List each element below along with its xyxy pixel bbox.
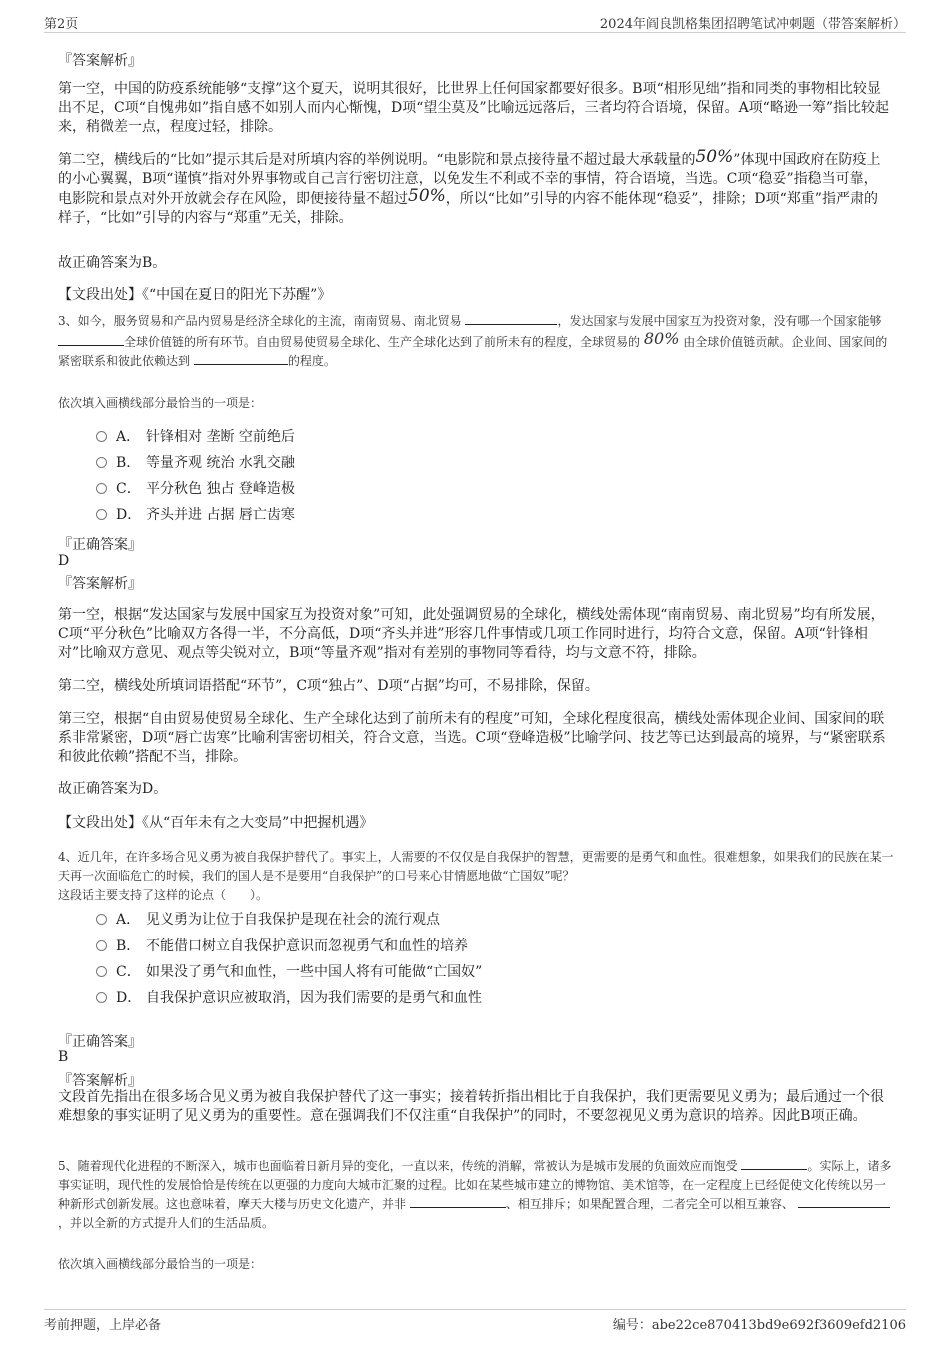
option-letter: A．: [116, 912, 141, 928]
q4-option-d[interactable]: [96, 988, 482, 1008]
q5-stem: [58, 1157, 894, 1233]
option-text: 如果没了勇气和血性，一些中国人将有可能做“亡国奴”: [146, 964, 483, 980]
q3-analysis-para1: 第一空，根据“发达国家与发展中国家互为投资对象”可知，此处强调贸易的全球化，横线处需体现“南南贸易、南北贸易”均有所发展，C项“平分秋色”比喻双方各得一半，不分高低，D项“齐头并进”形容几件事情或几项工作同时进行，均符合文意，保留。A项“针锋相对”比喻双方意见、观点等尖锐对立，B项“等量齐观”指对有差别的事物同等看待，均与文意不符，排除。: [58, 607, 885, 661]
q3-option-a[interactable]: [96, 427, 295, 447]
header-divider: [44, 32, 906, 33]
q2-para2-percent-2: 50%: [408, 186, 446, 206]
footer-slogan: 考前押题，上岸必备: [44, 1318, 162, 1333]
page-number: 第2页: [44, 17, 79, 32]
q3-prompt: 依次填入画横线部分最恰当的一项是：: [58, 396, 263, 410]
q5-stem-part-c: 、相互排斥；如果配置合理，二者完全可以相互兼容、: [505, 1197, 794, 1211]
option-text: 自我保护意识应被取消，因为我们需要的是勇气和血性: [146, 990, 482, 1006]
footer-divider: [44, 1309, 906, 1310]
q3-stem-part-a: 3、如今，服务贸易和产品内贸易是经济全球化的主流，南南贸易、南北贸易: [58, 314, 462, 328]
q4-option-a[interactable]: [96, 910, 440, 930]
q3-blank-3: [194, 352, 288, 365]
q5-stem-part-b: 。实际上，诸多事实证明，现代性的发展恰恰是传统在以更强的力度向大城市汇聚的过程。比如在某些城市建立的博物馆、美术馆等，在一定程度上已经促使文化传统以另一种新形式创新发展。这也意味着，摩天大楼与历史文化遗产，并非: [58, 1159, 892, 1211]
option-text: 平分秋色 独占 登峰造极: [146, 481, 295, 497]
q3-option-d[interactable]: [96, 505, 295, 525]
option-letter: D．: [116, 990, 142, 1006]
radio-icon[interactable]: [96, 940, 107, 951]
q2-analysis-label: 『答案解析』: [58, 53, 142, 69]
q3-analysis-label: 『答案解析』: [58, 576, 142, 592]
q3-blank-2: [58, 333, 124, 346]
q5-blank-3: [798, 1195, 890, 1208]
q4-answer-label: 『正确答案』: [58, 1034, 142, 1050]
q5-blank-1: [741, 1157, 807, 1170]
q3-blank-1: [465, 312, 557, 325]
q4-option-b[interactable]: [96, 936, 468, 956]
q2-para2-part-c: ，所以“比如”引导的内容不能体现“稳妥”，排除；D项“郑重”指严肃的样子，“比如”引导的内容与“郑重”无关，排除。: [58, 191, 878, 226]
q3-stem-part-c: 全球价值链的所有环节。自由贸易使贸易全球化、生产全球化达到了前所未有的程度，全球贸易的: [124, 335, 641, 349]
q3-source: 【文段出处】《从“百年未有之大变局”中把握机遇》: [58, 815, 374, 831]
q3-stem-part-d: 由全球价值链贡献。企业间、国家间的紧密联系和彼此依赖达到: [58, 335, 888, 368]
q4-analysis: 文段首先指出在很多场合见义勇为被自我保护替代了这一事实；接着转折指出相比于自我保护，我们更需要见义勇为；最后通过一个很难想象的事实证明了见义勇为的重要性。意在强调我们不仅注重“自我保护”的同时，不要忽视见义勇为意识的培养。因此B项正确。: [58, 1089, 884, 1124]
radio-icon[interactable]: [96, 431, 107, 442]
document-title: 2024年阎良凯格集团招聘笔试冲刺题（带答案解析）: [599, 17, 906, 32]
q4-answer: B: [58, 1049, 69, 1065]
option-letter: C．: [116, 481, 141, 497]
q2-para2-part-a: 第二空，横线后的“比如”提示其后是对所填内容的举例说明。“电影院和景点接待量不超过最大承载量的: [58, 152, 696, 168]
q3-conclusion: 故正确答案为D。: [58, 781, 168, 797]
option-letter: D．: [116, 507, 142, 523]
option-letter: A．: [116, 429, 141, 445]
q2-analysis-para1: 第一空，中国的防疫系统能够“支撑”这个夏天，说明其很好，比世界上任何国家都要好很多。B项“相形见绌”指和同类的事物相比较显出不足，C项“自愧弗如”指自感不如别人而内心惭愧，D项“望尘莫及”比喻远远落后，三者均符合语境，保留。A项“略逊一筹”指比较起来，稍微差一点，程度过轻，排除。: [58, 81, 889, 135]
q2-source: 【文段出处】《“中国在夏日的阳光下苏醒”》: [58, 287, 332, 303]
document-id: 编号：abe22ce870413bd9e692f3609efd2106: [612, 1318, 906, 1333]
radio-icon[interactable]: [96, 509, 107, 520]
q3-stem-part-b: ，发达国家与发展中国家互为投资对象，没有哪一个国家能够: [557, 314, 882, 328]
option-letter: C．: [116, 964, 141, 980]
q5-prompt: 依次填入画横线部分最恰当的一项是：: [58, 1257, 263, 1271]
q2-para2-percent-1: 50%: [695, 147, 734, 167]
q4-prompt: 这段话主要支持了这样的论点（ ）。: [58, 888, 269, 902]
q4-analysis-label: 『答案解析』: [58, 1073, 142, 1089]
q3-analysis-para3: 第三空，根据“自由贸易使贸易全球化、生产全球化达到了前所未有的程度”可知，全球化程度很高，横线处需体现企业间、国家间的联系非常紧密，D项“唇亡齿寒”比喻利害密切相关，符合文意，当选。C项“登峰造极”比喻学问、技艺等已达到最高的境界，与“紧密联系和彼此依赖”搭配不当，排除。: [58, 711, 886, 765]
q2-analysis-para2: [58, 147, 890, 228]
radio-icon[interactable]: [96, 966, 107, 977]
radio-icon[interactable]: [96, 914, 107, 925]
q3-answer-label: 『正确答案』: [58, 537, 142, 553]
option-text: 针锋相对 垄断 空前绝后: [146, 429, 295, 445]
radio-icon[interactable]: [96, 992, 107, 1003]
q3-option-b[interactable]: [96, 453, 295, 473]
q5-stem-part-d: ，并以全新的方式提升人们的生活品质。: [58, 1216, 275, 1230]
option-text: 见义勇为让位于自我保护是现在社会的流行观点: [146, 912, 440, 928]
q3-option-c[interactable]: [96, 479, 295, 499]
q3-stem-part-e: 的程度。: [287, 354, 336, 368]
q2-para2-part-b: ”体现中国政府在防疫上的小心翼翼，B项“谨慎”指对外界事物或自己言行密切注意，以免发生不利或不幸的事情，符合语境，当选。C项“稳妥”指稳当可靠，电影院和景点对外开放就会存在风险，即便接待量不超过: [58, 152, 881, 207]
option-letter: B．: [116, 938, 141, 954]
q5-stem-part-a: 5、随着现代化进程的不断深入，城市也面临着日新月异的变化，一直以来，传统的消解，常被认为是城市发展的负面效应而饱受: [58, 1159, 738, 1173]
option-letter: B．: [116, 455, 141, 471]
q4-stem: 4、近几年，在许多场合见义勇为被自我保护替代了。事实上，人需要的不仅仅是自我保护的智慧，更需要的是勇气和血性。很难想象，如果我们的民族在某一天再一次面临危亡的时候，我们的国人是不是要用“自我保护”的口号来心甘情愿地做“亡国奴”呢？: [58, 850, 894, 883]
option-text: 等量齐观 统治 水乳交融: [146, 455, 295, 471]
radio-icon[interactable]: [96, 483, 107, 494]
q5-blank-2: [410, 1195, 506, 1208]
q3-stem-percent: 80%: [643, 329, 680, 348]
q3-stem: [58, 312, 894, 371]
option-text: 不能借口树立自我保护意识而忽视勇气和血性的培养: [146, 938, 468, 954]
q2-conclusion: 故正确答案为B。: [58, 255, 167, 271]
option-text: 齐头并进 占据 唇亡齿寒: [146, 507, 295, 523]
q4-option-c[interactable]: [96, 962, 482, 982]
q3-analysis-para2: 第二空，横线处所填词语搭配“环节”，C项“独占”、D项“占据”均可，不易排除，保留。: [58, 678, 599, 694]
q3-answer: D: [58, 553, 70, 569]
radio-icon[interactable]: [96, 457, 107, 468]
